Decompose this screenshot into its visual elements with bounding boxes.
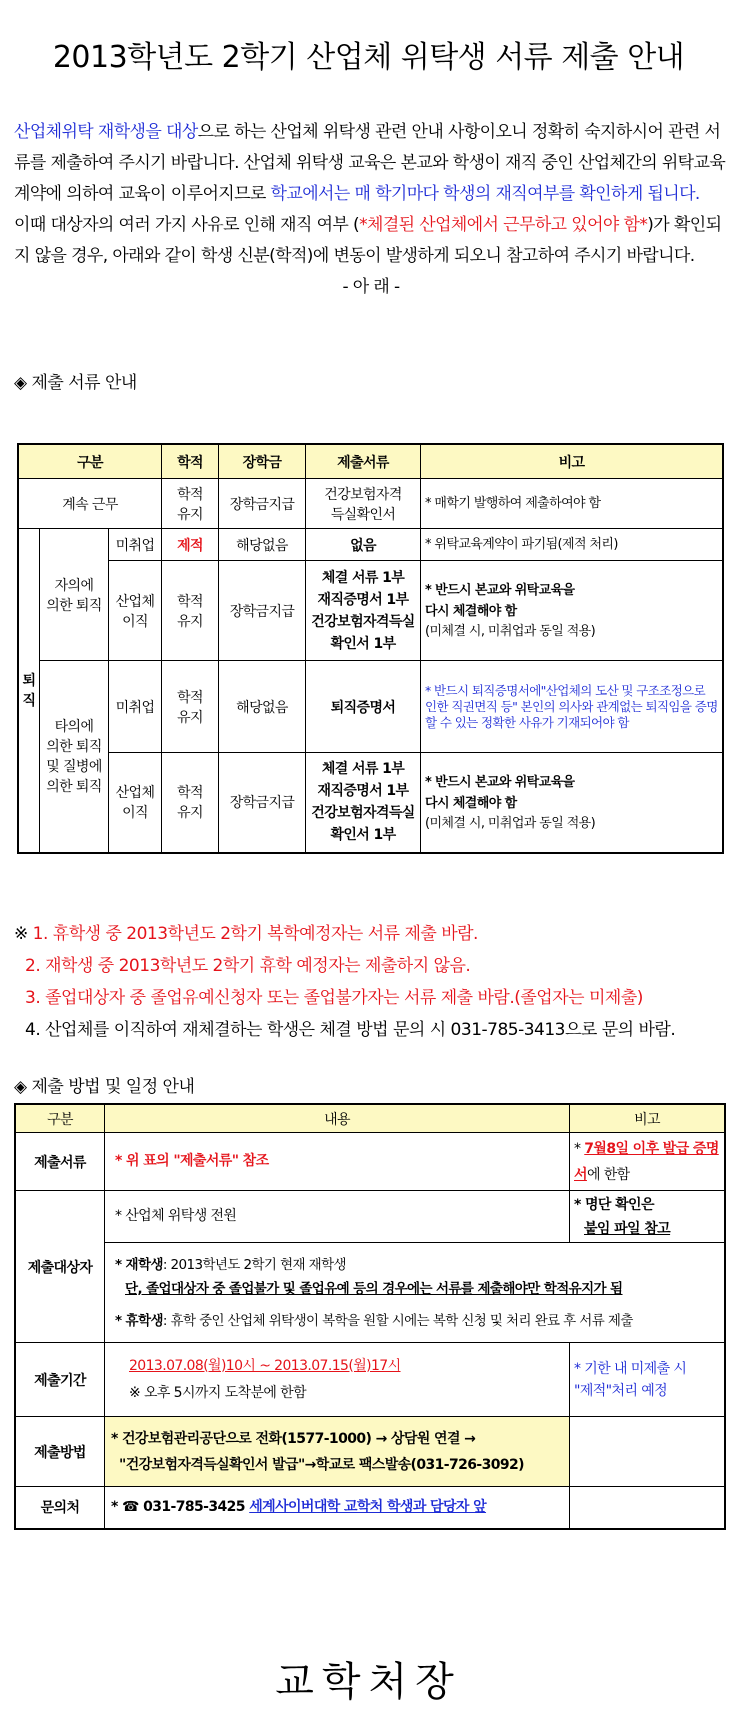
note-suffix: 에 한함 [586, 1166, 630, 1183]
note-sub: (미체결 시, 미취업과 동일 적용) [425, 815, 596, 831]
table-header: 장학금 [219, 444, 306, 479]
note-main: * 반드시 본교와 위탁교육을 다시 체결해야 함 [425, 583, 575, 619]
intro-text: 으로 하는 산업체 위탁생 관련 안내 사항이오니 정확히 숙지하시어 관련 서류를 제출하여 주시기 바랍니다. 산업체 위탁생 교육은 본교와 학생이 재직 중인 산업체간의 위탁교육 계약에 의하여 교육이 이루어지므로 [14, 122, 726, 204]
period-date: 2013.07.08(월)10시 ~ 2013.07.15(월)17시 [129, 1357, 401, 1374]
note-item: 4. 산업체를 이직하여 재체결하는 학생은 체결 방법 문의 시 031-785-3413으로 문의 바람. [25, 1020, 676, 1040]
notes-list [14, 918, 675, 1046]
note-cell [421, 561, 724, 661]
table-header: 비고 [421, 444, 724, 479]
detail-underline: 단, 졸업대상자 중 졸업불가 및 졸업유예 등의 경우에는 서류를 제출해야만 학적유지가 됨 [125, 1280, 623, 1297]
intro-text-2: 이때 대상자의 여러 가지 사유로 인해 재직 여부 ( [14, 215, 360, 235]
table-header: 제출서류 [306, 444, 421, 479]
docs-note [570, 1133, 726, 1191]
note-prefix: * [574, 1140, 585, 1157]
note-cell: * 매학기 발행하여 제출하여야 함 [421, 479, 724, 529]
table-header: 내용 [105, 1104, 570, 1133]
intro-highlight-2: 학교에서는 매 학기마다 학생의 재직여부를 확인하게 됩니다. [270, 184, 700, 204]
contact-content [105, 1487, 570, 1529]
document-cell: 퇴직증명서 [306, 661, 421, 753]
subcategory-unemployed: 미취업 [109, 661, 162, 753]
section-heading-method: ◈ 제출 방법 및 일정 안내 [14, 1077, 195, 1097]
period-sub: ※ 오후 5시까지 도착분에 한함 [129, 1384, 307, 1401]
row-label: 문의처 [15, 1487, 105, 1529]
target-content: * 산업체 위탁생 전원 [105, 1191, 570, 1243]
intro-highlight: 산업체위탁 재학생을 대상 [14, 122, 198, 142]
category-continuing: 계속 근무 [18, 479, 162, 529]
row-label: 제출기간 [15, 1343, 105, 1417]
period-content [105, 1343, 570, 1417]
contact-phone: * ☎ 031-785-3425 [111, 1498, 250, 1515]
document-cell: 체결 서류 1부 재직증명서 1부 건강보험자격득실 확인서 1부 [306, 753, 421, 853]
status-cell: 학적 유지 [162, 479, 219, 529]
scholarship-cell: 장학금지급 [219, 479, 306, 529]
table-header: 학적 [162, 444, 219, 479]
note-item: 3. 졸업대상자 중 졸업유예신청자 또는 졸업불가자는 서류 제출 바람.(졸업자는 미제출) [25, 988, 643, 1008]
document-cell: 없음 [306, 529, 421, 561]
detail-head: * 휴학생 [115, 1312, 163, 1329]
intro-center-heading: - 아 래 - [342, 277, 400, 297]
row-label: 제출서류 [15, 1133, 105, 1191]
note-cell [421, 753, 724, 853]
notes-mark: ※ [14, 924, 33, 944]
scholarship-cell: 해당없음 [219, 529, 306, 561]
status-cell: 학적 유지 [162, 661, 219, 753]
note-main: * 반드시 본교와 위탁교육을 다시 체결해야 함 [425, 774, 575, 811]
method-line: "건강보험자격득실확인서 발급"→학교로 팩스발송(031-726-3092) [119, 1456, 524, 1473]
note-item: 1. 휴학생 중 2013학년도 2학기 복학예정자는 서류 제출 바람. [32, 924, 478, 944]
subcategory-moved: 산업체 이직 [109, 753, 162, 853]
contact-recipient: 세계사이버대학 교학처 학생과 담당자 앞 [249, 1498, 487, 1515]
note-line: * 명단 확인은 [574, 1196, 654, 1213]
status-cell: 학적 유지 [162, 561, 219, 661]
intro-text-3: )가 확인되지 않을 경우, 아래와 같이 학생 신분(학적)에 변동이 발생하게 되오니 참고하여 주시기 바랍니다. [14, 215, 722, 266]
method-line: * 건강보험관리공단으로 전화(1577-1000) → 상담원 연결 → [111, 1430, 476, 1447]
page-title: 2013학년도 2학기 산업체 위탁생 서류 제출 안내 [52, 40, 685, 75]
table-header: 구분 [15, 1104, 105, 1133]
scholarship-cell: 장학금지급 [219, 753, 306, 853]
document-cell: 체결 서류 1부 재직증명서 1부 건강보험자격득실 확인서 1부 [306, 561, 421, 661]
note-cell: * 반드시 퇴직증명서에"산업체의 도산 및 구조조정으로 인한 직권면직 등" 본인의 의사와 관계없는 퇴직임을 증명할 수 있는 정확한 사유가 기재되어야 함 [421, 661, 724, 753]
category-voluntary: 자의에 의한 퇴직 [40, 529, 109, 661]
scholarship-cell: 장학금지급 [219, 561, 306, 661]
docs-content: * 위 표의 "제출서류" 참조 [105, 1133, 570, 1191]
target-details [105, 1243, 726, 1343]
table-header: 비고 [570, 1104, 726, 1133]
detail-text: : 휴학 중인 산업체 위탁생이 복학을 원할 시에는 복학 신청 및 처리 완료 후 서류 제출 [162, 1312, 633, 1329]
table-header: 구분 [18, 444, 162, 479]
target-note [570, 1191, 726, 1243]
intro-warning: *체결된 산업체에서 근무하고 있어야 함* [359, 215, 648, 235]
subcategory-unemployed: 미취업 [109, 529, 162, 561]
method-content [105, 1417, 570, 1487]
note-sub: (미체결 시, 미취업과 동일 적용) [425, 624, 596, 639]
note-cell: * 위탁교육계약이 파기됨(제적 처리) [421, 529, 724, 561]
detail-text: : 2013학년도 2학기 현재 재학생 [162, 1256, 346, 1273]
detail-head: * 재학생 [115, 1256, 163, 1273]
note-line: 붙임 파일 참고 [584, 1220, 671, 1237]
signature: 교학처장 [275, 1659, 462, 1705]
empty-cell [570, 1487, 726, 1529]
schedule-table [14, 1103, 726, 1530]
document-cell: 건강보험자격 득실확인서 [306, 479, 421, 529]
subcategory-moved: 산업체 이직 [109, 561, 162, 661]
category-involuntary: 타의에 의한 퇴직 및 질병에 의한 퇴직 [40, 661, 109, 853]
scholarship-cell: 해당없음 [219, 661, 306, 753]
status-cell: 제적 [162, 529, 219, 561]
document-table [17, 443, 724, 854]
note-highlight: 7월8일 이후 발급 증명서 [574, 1140, 719, 1183]
category-retire: 퇴 직 [18, 529, 40, 853]
row-label: 제출방법 [15, 1417, 105, 1487]
period-note: * 기한 내 미제출 시 "제적"처리 예정 [570, 1343, 726, 1417]
empty-cell [570, 1417, 726, 1487]
intro-paragraph [14, 117, 728, 303]
row-label: 제출대상자 [15, 1191, 105, 1343]
note-item: 2. 재학생 중 2013학년도 2학기 휴학 예정자는 제출하지 않음. [25, 956, 471, 976]
status-cell: 학적 유지 [162, 753, 219, 853]
section-heading-docs: ◈ 제출 서류 안내 [14, 373, 137, 393]
